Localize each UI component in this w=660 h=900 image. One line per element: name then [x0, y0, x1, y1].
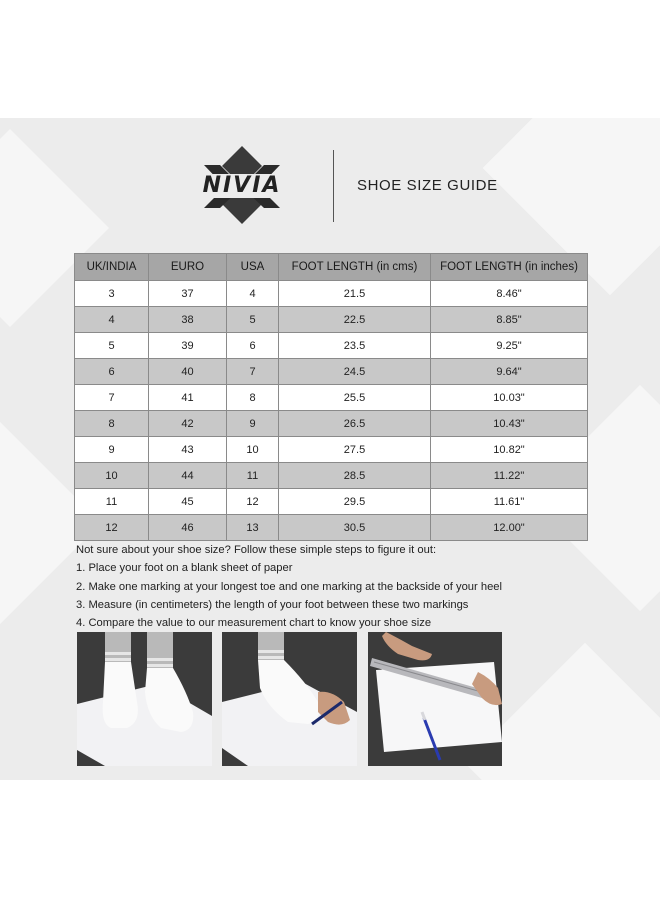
guide-title: SHOE SIZE GUIDE: [357, 177, 498, 194]
cell-usa: 10: [227, 437, 279, 463]
col-header-foot-length-inches: FOOT LENGTH (in inches): [431, 254, 588, 281]
cell-inches: 8.46": [431, 281, 588, 307]
table-row: [75, 437, 588, 463]
cell-euro: 38: [149, 307, 227, 333]
cell-usa: 5: [227, 307, 279, 333]
nivia-logo: [172, 144, 312, 226]
col-header-euro: EURO: [149, 254, 227, 281]
cell-uk: 8: [75, 411, 149, 437]
cell-euro: 45: [149, 489, 227, 515]
table-row: [75, 281, 588, 307]
table-row: [75, 463, 588, 489]
cell-cms: 28.5: [279, 463, 431, 489]
col-header-usa: USA: [227, 254, 279, 281]
cell-euro: 39: [149, 333, 227, 359]
cell-euro: 37: [149, 281, 227, 307]
cell-uk: 5: [75, 333, 149, 359]
table-row: [75, 333, 588, 359]
cell-inches: 9.25": [431, 333, 588, 359]
cell-uk: 11: [75, 489, 149, 515]
col-header-uk-india: UK/INDIA: [75, 254, 149, 281]
cell-uk: 7: [75, 385, 149, 411]
cell-cms: 27.5: [279, 437, 431, 463]
cell-uk: 6: [75, 359, 149, 385]
cell-inches: 8.85": [431, 307, 588, 333]
cell-inches: 11.22": [431, 463, 588, 489]
cell-usa: 6: [227, 333, 279, 359]
foot-on-paper-image: [77, 632, 212, 766]
cell-euro: 46: [149, 515, 227, 541]
cell-usa: 4: [227, 281, 279, 307]
size-table: [74, 253, 588, 541]
table-row: [75, 489, 588, 515]
col-header-foot-length-cms: FOOT LENGTH (in cms): [279, 254, 431, 281]
instruction-step: 4. Compare the value to our measurement chart to know your shoe size: [76, 617, 432, 630]
instruction-step: 2. Make one marking at your longest toe and one marking at the backside of your heel: [76, 580, 502, 593]
cell-inches: 9.64": [431, 359, 588, 385]
cell-usa: 7: [227, 359, 279, 385]
instruction-step: 1. Place your foot on a blank sheet of paper: [76, 562, 293, 575]
cell-cms: 26.5: [279, 411, 431, 437]
cell-cms: 30.5: [279, 515, 431, 541]
cell-cms: 23.5: [279, 333, 431, 359]
cell-cms: 22.5: [279, 307, 431, 333]
cell-uk: 9: [75, 437, 149, 463]
marking-foot-image: [222, 632, 357, 766]
step-photo-place-foot: [77, 632, 212, 766]
cell-cms: 21.5: [279, 281, 431, 307]
instruction-step: 3. Measure (in centimeters) the length of your foot between these two markings: [76, 598, 469, 611]
instructions-intro: Not sure about your shoe size? Follow these simple steps to figure it out:: [76, 544, 437, 556]
cell-cms: 25.5: [279, 385, 431, 411]
table-row: [75, 411, 588, 437]
header-divider: [333, 150, 334, 222]
cell-inches: 11.61": [431, 489, 588, 515]
cell-euro: 43: [149, 437, 227, 463]
cell-inches: 10.03": [431, 385, 588, 411]
cell-usa: 8: [227, 385, 279, 411]
cell-uk: 3: [75, 281, 149, 307]
cell-usa: 13: [227, 515, 279, 541]
table-row: [75, 515, 588, 541]
table-header-row: [75, 254, 588, 281]
cell-euro: 44: [149, 463, 227, 489]
cell-euro: 40: [149, 359, 227, 385]
cell-euro: 41: [149, 385, 227, 411]
ruler-measure-image: [368, 632, 502, 766]
brand-wordmark: NIVIA: [172, 174, 312, 198]
table-row: [75, 359, 588, 385]
cell-usa: 9: [227, 411, 279, 437]
table-row: [75, 307, 588, 333]
instructions: [76, 541, 596, 632]
cell-uk: 4: [75, 307, 149, 333]
cell-inches: 10.43": [431, 411, 588, 437]
cell-inches: 12.00": [431, 515, 588, 541]
cell-cms: 29.5: [279, 489, 431, 515]
cell-euro: 42: [149, 411, 227, 437]
cell-usa: 12: [227, 489, 279, 515]
cell-uk: 10: [75, 463, 149, 489]
step-photo-mark-foot: [222, 632, 357, 766]
header: [0, 118, 660, 248]
cell-usa: 11: [227, 463, 279, 489]
cell-inches: 10.82": [431, 437, 588, 463]
cell-uk: 12: [75, 515, 149, 541]
step-photo-measure: [368, 632, 502, 766]
table-row: [75, 385, 588, 411]
cell-cms: 24.5: [279, 359, 431, 385]
